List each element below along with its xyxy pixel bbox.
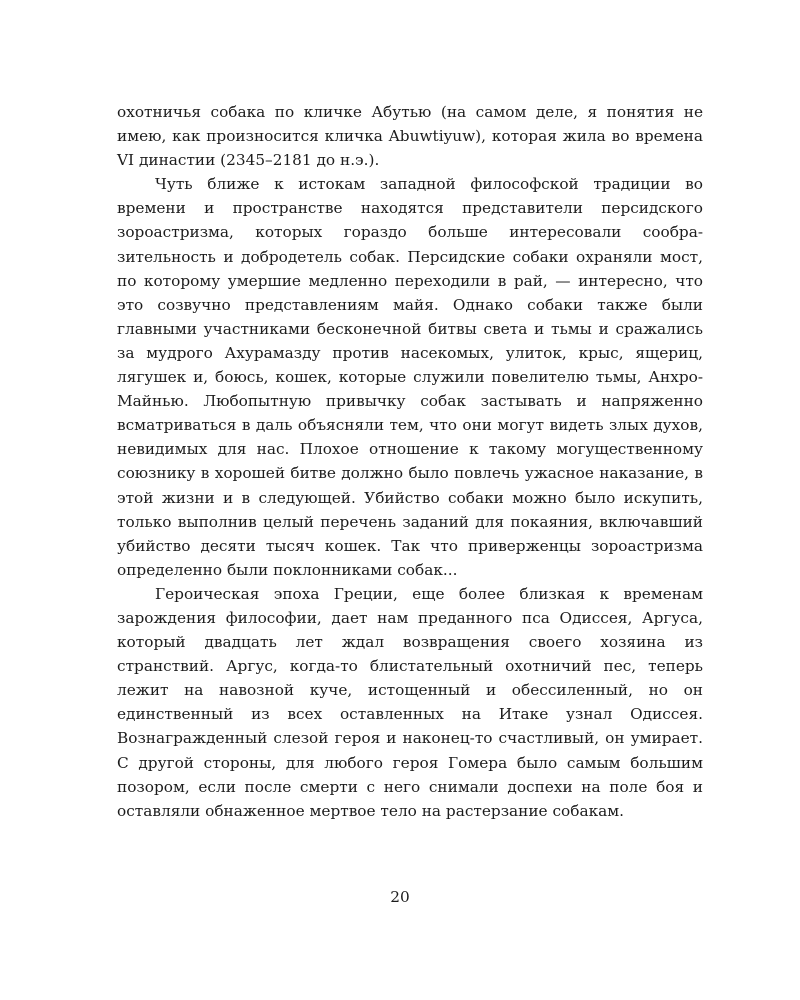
paragraph-zoroastrianism: Чуть ближе к истокам западной философской традиции во времени и пространстве находятся представители персидского зороастризма, которых гораздо больше интересовали сообразительность и добродетель собак. Персидские собаки охраняли мост, по которому умершие медленно переходили в рай, — интересно, что это созвучно представлениям майя. Однако собаки также были главными участниками бесконечной битвы света и тьмы и сражались за мудрого Ахурамазду против насекомых, улиток, крыс, ящериц, лягушек и, боюсь, кошек, которые служили повелителю тьмы, Анхро-Майнью. Любопытную привычку собак застывать и напряженно всматриваться в даль объясняли тем, что они могут видеть злых духов, невидимых для нас. Плохое отношение к такому могущественному союзнику в хорошей битве должно было повлечь ужасное наказание, в этой жизни и в следующей. Убийство собаки можно было искупить, только выполнив целый перечень заданий для покаяния, включавший убийство десяти тысяч кошек. Так что приверженцы зороастризма определенно были поклонниками собак...: [117, 175, 703, 579]
paragraph-heroic-greece: Героическая эпоха Греции, еще более близкая к временам зарождения философии, дает нам преданного пса Одиссея, Аргуса, который двадцать лет ждал возвращения своего хозяина из странствий. Аргус, когда-то блистательный охотничий пес, теперь лежит на навозной куче, истощенный и обессиленный, но он единственный из всех оставленных на Итаке узнал Одиссея. Вознагражденный слезой героя и наконец-то счастливый, он умирает. С другой стороны, для любого героя Гомера было самым большим позором, если после смерти с него снимали доспехи на поле боя и оставляли обнаженное мертвое тело на растерзание собакам.: [117, 584, 703, 820]
paragraph-continuation: охотничья собака по кличке Абутью (на самом деле, я понятия не имею, как произносится кличка Abuwtiyuw), которая жила во времена VI династии (2345–2181 до н.э.).: [117, 103, 703, 170]
page-number: 20: [390, 888, 410, 906]
body-text: [117, 100, 703, 823]
